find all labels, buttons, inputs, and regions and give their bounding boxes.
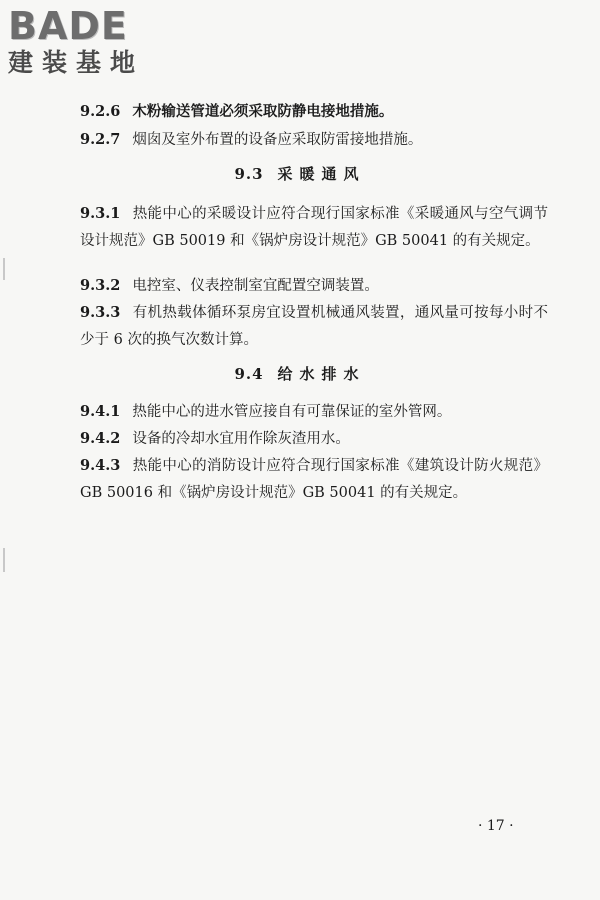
- scan-edge-mark: [3, 548, 5, 572]
- clause-9-4-3: [80, 452, 548, 507]
- clause-9-3-2: [80, 272, 548, 300]
- section-heading-9-3: [0, 163, 600, 184]
- clause-number: 9.3.1: [80, 205, 121, 222]
- clause-text: 热能中心的采暖设计应符合现行国家标准《采暖通风与空气调节设计规范》GB 50019 和《锅炉房设计规范》GB 50041 的有关规定。: [80, 206, 548, 249]
- scan-edge-mark: [3, 258, 5, 280]
- logo-wordmark: BADE: [8, 4, 128, 48]
- clause-number: 9.4.3: [80, 457, 121, 474]
- clause-number: 9.3.3: [80, 304, 121, 321]
- section-number: 9.3: [234, 165, 264, 183]
- clause-9-3-3: [80, 299, 548, 354]
- section-heading-9-4: [0, 363, 600, 384]
- page-number: · 17 ·: [478, 818, 514, 834]
- section-title: 给水排水: [277, 365, 366, 383]
- clause-text: 热能中心的消防设计应符合现行国家标准《建筑设计防火规范》GB 50016 和《锅炉房设计规范》GB 50041 的有关规定。: [80, 458, 548, 501]
- clause-9-4-2: [80, 425, 548, 453]
- clause-text: 设备的冷却水宜用作除灰渣用水。: [132, 431, 350, 447]
- clause-9-2-7: [80, 126, 548, 154]
- section-number: 9.4: [234, 365, 264, 383]
- clause-9-3-1: [80, 200, 548, 255]
- clause-number: 9.4.2: [80, 430, 121, 447]
- clause-9-4-1: [80, 398, 548, 426]
- clause-text: 烟囱及室外布置的设备应采取防雷接地措施。: [132, 132, 423, 148]
- clause-text: 木粉输送管道必须采取防静电接地措施。: [132, 103, 394, 120]
- clause-text: 电控室、仪表控制室宜配置空调装置。: [132, 278, 379, 294]
- clause-number: 9.3.2: [80, 277, 121, 294]
- clause-number: 9.2.6: [80, 103, 121, 120]
- clause-text: 有机热载体循环泵房宜设置机械通风装置，通风量可按每小时不少于 6 次的换气次数计算。: [80, 305, 548, 348]
- clause-number: 9.2.7: [80, 131, 121, 148]
- clause-9-2-6: [80, 98, 548, 126]
- clause-number: 9.4.1: [80, 403, 121, 420]
- section-title: 采暖通风: [277, 165, 366, 183]
- brand-logo: [8, 6, 178, 78]
- clause-text: 热能中心的进水管应接自有可靠保证的室外管网。: [132, 404, 452, 420]
- logo-subtitle: 建装基地: [8, 48, 145, 77]
